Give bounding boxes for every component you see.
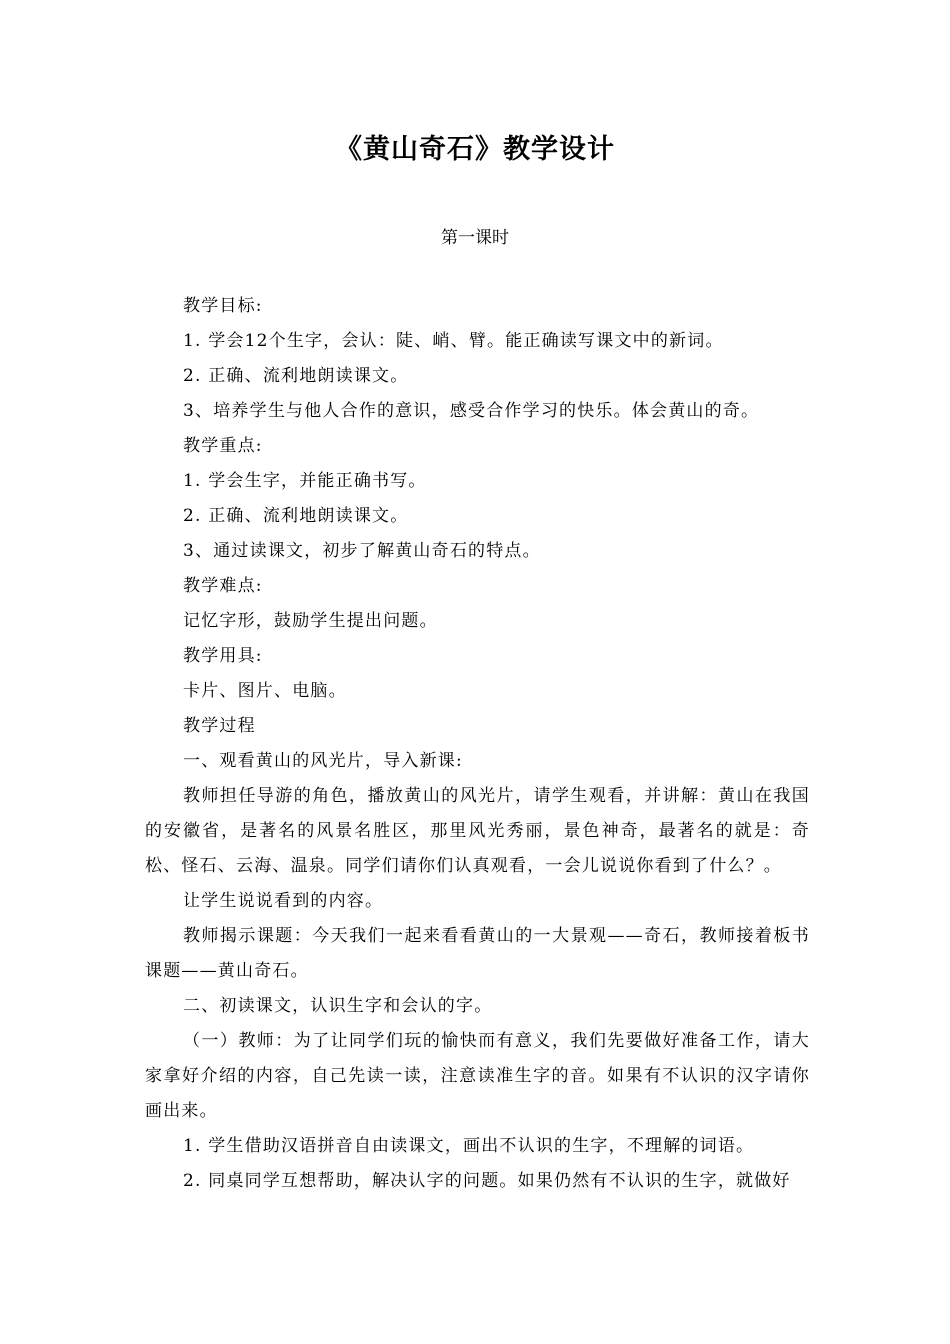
paragraph-key-point-2: 2. 正确、流利地朗读课文。 [183,506,409,526]
paragraph-step-1-heading: 一、观看黄山的风光片，导入新课: [183,751,463,771]
lesson-period-heading: 第一课时 [441,228,509,248]
paragraph-step-2-item-2: 2. 同桌同学互想帮助，解决认字的问题。如果仍然有不认识的生字，就做好 [183,1171,791,1191]
paragraph-tools-heading: 教学用具: [183,646,263,666]
paragraph-goal-1: 1. 学会12个生字，会认：陡、峭、臂。能正确读写课文中的新词。 [183,331,724,351]
paragraph-goal-3: 3、培养学生与他人合作的意识，感受合作学习的快乐。体会黄山的奇。 [183,401,760,421]
paragraph-process-heading: 教学过程 [183,716,256,736]
paragraph-difficulties-heading: 教学难点: [183,576,263,596]
paragraph-tools: 卡片、图片、电脑。 [183,681,347,701]
paragraph-step-1-body: 教师担任导游的角色，播放黄山的风光片，请学生观看，并讲解：黄山在我国的安徽省，是著名的风景名胜区，那里风光秀丽，景色神奇，最著名的就是：奇松、怪石、云海、温泉。同学们请你们认真观看，一会儿说说你看到了什么？。 [145,786,810,876]
document-body [145,289,810,1199]
paragraph-key-point-3: 3、通过读课文，初步了解黄山奇石的特点。 [183,541,541,561]
paragraph-step-2-item-1: 1. 学生借助汉语拼音自由读课文，画出不认识的生字，不理解的词语。 [183,1136,755,1156]
paragraph-teaching-goals-heading: 教学目标: [183,296,263,316]
document-title: 《黄山奇石》教学设计 [335,134,615,165]
paragraph-key-points-heading: 教学重点: [183,436,263,456]
paragraph-step-1-topic: 教师揭示课题：今天我们一起来看看黄山的一大景观——奇石，教师接着板书课题——黄山奇石。 [145,926,810,981]
paragraph-step-2-heading: 二、初读课文，认识生字和会认的字。 [183,996,493,1016]
paragraph-key-point-1: 1. 学会生字，并能正确书写。 [183,471,427,491]
paragraph-step-2-part-1: （一）教师：为了让同学们玩的愉快而有意义，我们先要做好准备工作，请大家拿好介绍的内容，自己先读一读，注意读准生字的音。如果有不认识的汉字请你画出来。 [145,1031,810,1121]
paragraph-step-1-students: 让学生说说看到的内容。 [183,891,384,911]
paragraph-goal-2: 2. 正确、流利地朗读课文。 [183,366,409,386]
paragraph-difficulty: 记忆字形，鼓励学生提出问题。 [183,611,438,631]
